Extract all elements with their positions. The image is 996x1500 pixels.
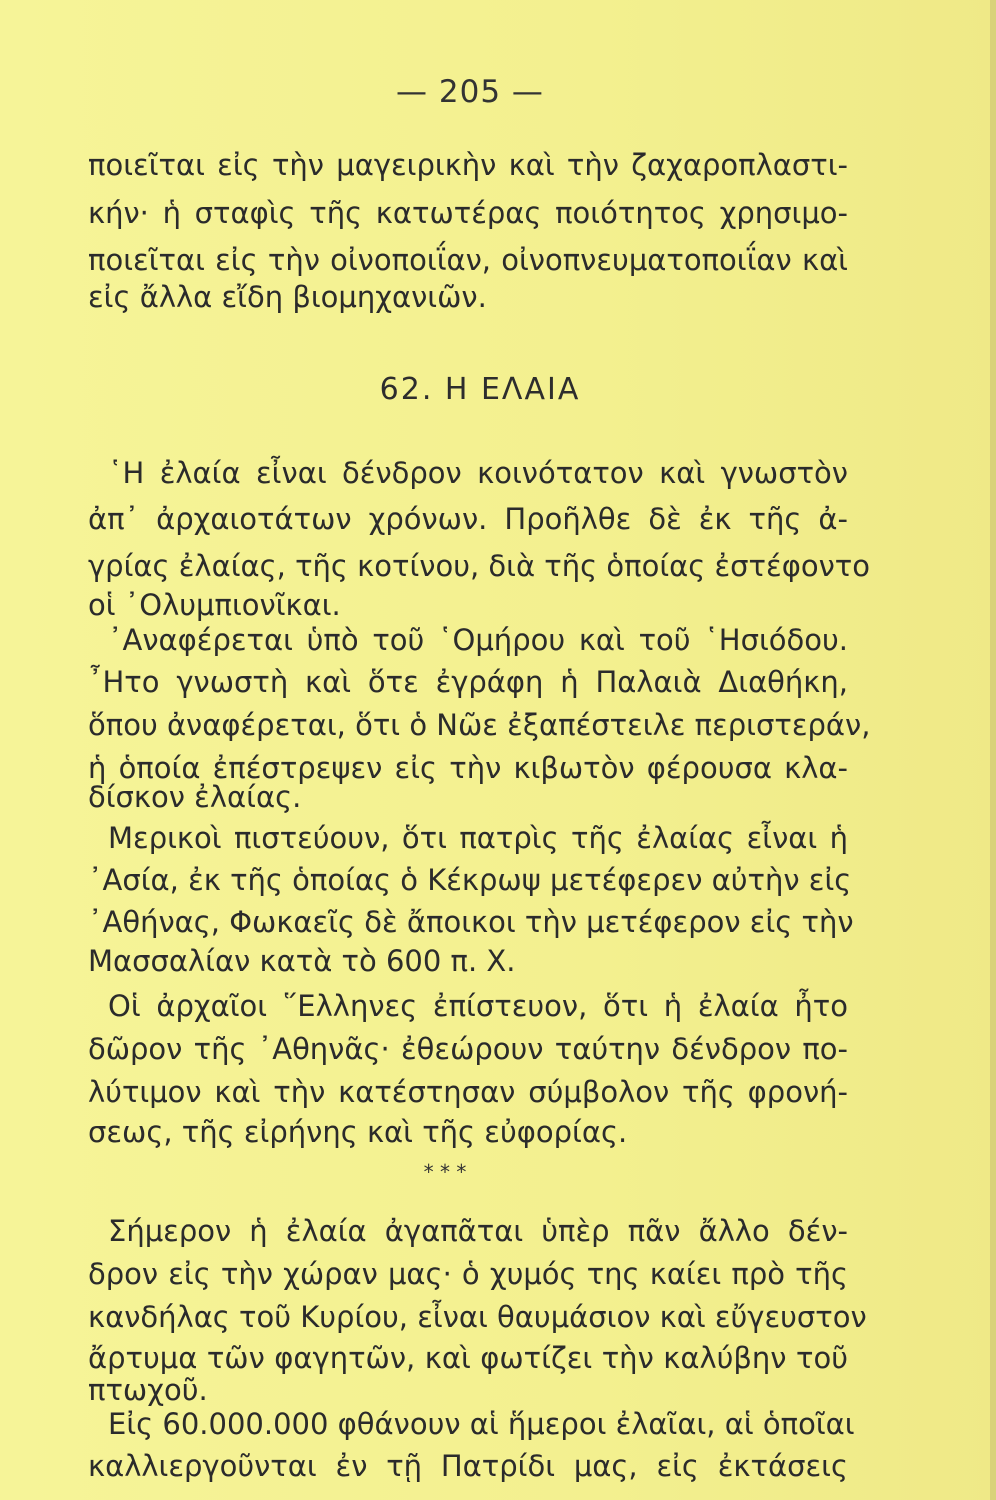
text-line: λύτιμον καὶ τὴν κατέστησαν σύμβολον τῆς φρονή- xyxy=(88,1075,848,1109)
text-line: Μερικοὶ πιστεύουν, ὅτι πατρὶς τῆς ἐλαίας εἶναι ἡ xyxy=(108,821,848,855)
text-line: ἄρτυμα τῶν φαγητῶν, καὶ φωτίζει τὴν καλύβην τοῦ xyxy=(88,1341,848,1375)
text-line: σεως, τῆς εἰρήνης καὶ τῆς εὐφορίας. xyxy=(88,1115,628,1149)
text-line: γρίας ἐλαίας, τῆς κοτίνου, διὰ τῆς ὁποίας ἐστέφοντο xyxy=(88,549,870,583)
text-line: ποιεῖται εἰς τὴν οἰνοποιΐαν, οἰνοπνευματοποιΐαν καὶ xyxy=(88,243,848,277)
text-line: ποιεῖται εἰς τὴν μαγειρικὴν καὶ τὴν ζαχαροπλαστι- xyxy=(88,148,848,182)
text-line: ἡ ὁποία ἐπέστρεψεν εἰς τὴν κιβωτὸν φέρουσα κλα- xyxy=(88,751,848,785)
text-line: ῾Η ἐλαία εἶναι δένδρον κοινότατον καὶ γνωστὸν xyxy=(108,456,848,490)
text-line: ῏Ητο γνωστὴ καὶ ὅτε ἐγράφη ἡ Παλαιὰ Διαθήκη, xyxy=(88,665,848,699)
text-line: δῶρον τῆς ᾿Αθηνᾶς· ἐθεώρουν ταύτην δένδρον πο- xyxy=(88,1032,848,1066)
text-line: Οἱ ἀρχαῖοι ῞Ελληνες ἐπίστευον, ὅτι ἡ ἐλαία ἦτο xyxy=(108,989,848,1023)
text-line: κανδήλας τοῦ Κυρίου, εἶναι θαυμάσιον καὶ εὔγευστον xyxy=(88,1300,867,1334)
text-line: ᾿Αναφέρεται ὑπὸ τοῦ ῾Ομήρου καὶ τοῦ ῾Ησιόδου. xyxy=(108,623,848,657)
text-line: ᾿Αθήνας, Φωκαεῖς δὲ ἄποικοι τὴν μετέφερον εἰς τὴν xyxy=(88,905,854,939)
page-number: — 205 — xyxy=(396,74,544,110)
text-line: Σήμερον ἡ ἐλαία ἀγαπᾶται ὑπὲρ πᾶν ἄλλο δέν- xyxy=(108,1214,848,1248)
text-line: δίσκον ἐλαίας. xyxy=(88,780,302,814)
text-line: Εἰς 60.000.000 φθάνουν αἱ ἥμεροι ἐλαῖαι, αἱ ὁποῖαι xyxy=(108,1407,855,1441)
text-line: εἰς ἄλλα εἴδη βιομηχανιῶν. xyxy=(88,280,487,314)
text-line: Μασσαλίαν κατὰ τὸ 600 π. Χ. xyxy=(88,944,516,978)
page-edge xyxy=(990,0,996,1500)
text-line: καλλιεργοῦνται ἐν τῇ Πατρίδι μας, εἰς ἐκτάσεις xyxy=(88,1449,848,1483)
text-line: δρον εἰς τὴν χώραν μας· ὁ χυμός της καίει πρὸ τῆς xyxy=(88,1257,848,1291)
text-line: ᾿Ασία, ἐκ τῆς ὁποίας ὁ Κέκρωψ μετέφερεν αὐτὴν εἰς xyxy=(88,863,852,897)
section-heading: 62. Η ΕΛΑΙΑ xyxy=(379,372,581,407)
text-line: πτωχοῦ. xyxy=(88,1373,208,1407)
text-line: κήν· ἡ σταφὶς τῆς κατωτέρας ποιότητος χρησιμο- xyxy=(88,196,848,230)
text-line: ὅπου ἀναφέρεται, ὅτι ὁ Νῶε ἐξαπέστειλε περιστεράν, xyxy=(88,708,871,742)
section-separator: * * * xyxy=(423,1160,467,1184)
text-line: οἱ ᾿Ολυμπιονῖκαι. xyxy=(88,588,341,622)
text-line: ἀπ᾽ ἀρχαιοτάτων χρόνων. Προῆλθε δὲ ἐκ τῆς ἀ- xyxy=(88,502,848,536)
